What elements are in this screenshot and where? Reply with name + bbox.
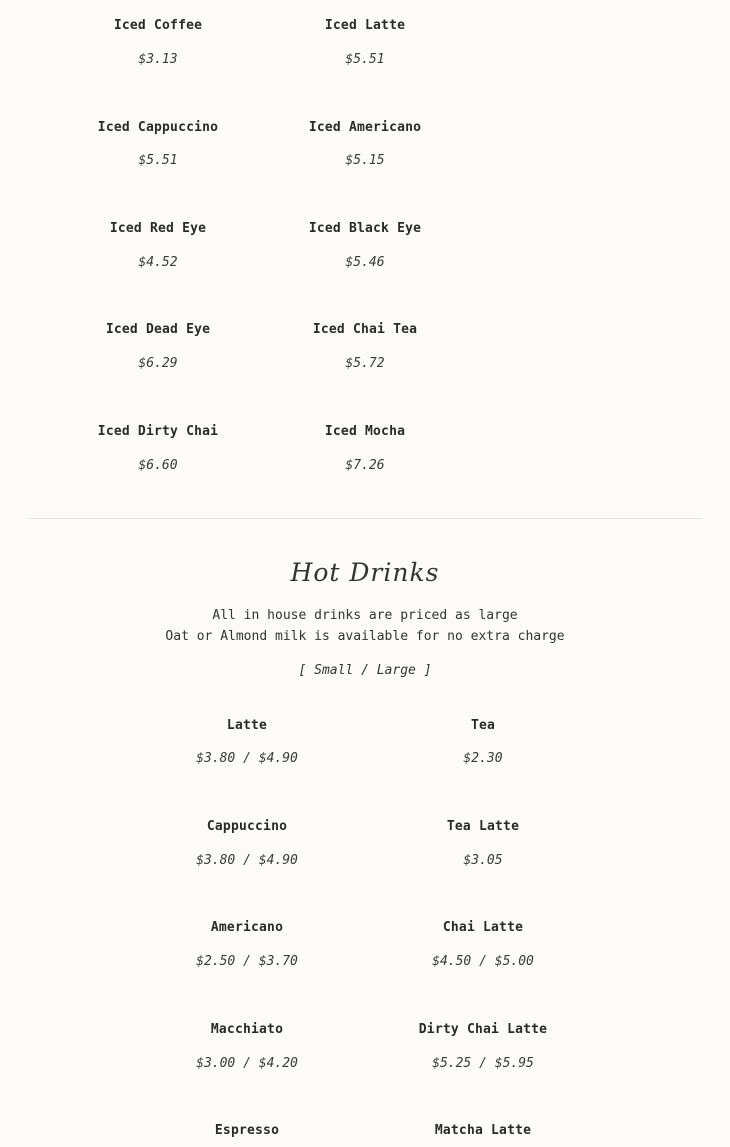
- menu-item-name: Latte: [226, 718, 268, 733]
- section-title: Hot Drinks: [290, 558, 440, 587]
- menu-item-name: Iced Dirty Chai: [97, 424, 219, 439]
- menu-item-name: Iced Red Eye: [109, 221, 207, 236]
- menu-item-name: Tea: [470, 718, 496, 733]
- menu-item-name: Iced Coffee: [113, 18, 203, 33]
- menu-item-price: $3.80 / $4.90: [196, 751, 298, 766]
- menu-item-price: $5.25 / $5.95: [432, 1056, 534, 1071]
- menu-item-price: $6.60: [138, 458, 178, 473]
- menu-item-price: $4.52: [138, 255, 178, 270]
- menu-item-price: $6.29: [138, 356, 178, 371]
- menu-item-name: Cappuccino: [206, 819, 288, 834]
- menu-item-name: Tea Latte: [446, 819, 520, 834]
- size-legend: [ Small / Large ]: [298, 663, 432, 678]
- menu-item-name: Matcha Latte: [434, 1123, 532, 1138]
- menu-item-name: Iced Mocha: [324, 424, 406, 439]
- menu-item-price: $3.05: [463, 853, 503, 868]
- menu-item-name: Dirty Chai Latte: [418, 1022, 548, 1037]
- menu-item-price: $7.26: [345, 458, 385, 473]
- pricing-note: All in house drinks are priced as large: [212, 608, 518, 623]
- milk-note: Oat or Almond milk is available for no extra charge: [165, 629, 565, 644]
- menu-item-price: $5.15: [345, 153, 385, 168]
- menu-item-name: Iced Black Eye: [308, 221, 422, 236]
- menu-item-price: $5.46: [345, 255, 385, 270]
- menu-item-price: $4.50 / $5.00: [432, 954, 534, 969]
- menu-item-price: $3.13: [138, 52, 178, 67]
- menu-item-name: Iced Chai Tea: [312, 322, 418, 337]
- menu-item-name: Iced Cappuccino: [97, 120, 219, 135]
- menu-item-name: Iced Americano: [308, 120, 422, 135]
- menu-item-price: $2.50 / $3.70: [196, 954, 298, 969]
- menu-item-price: $3.80 / $4.90: [196, 853, 298, 868]
- menu-item-price: $5.51: [345, 52, 385, 67]
- menu-item-name: Espresso: [214, 1123, 280, 1138]
- menu-item-price: $5.72: [345, 356, 385, 371]
- menu-item-name: Macchiato: [210, 1022, 284, 1037]
- section-divider: [28, 518, 702, 519]
- menu-item-name: Americano: [210, 920, 284, 935]
- menu-item-name: Iced Latte: [324, 18, 406, 33]
- menu-item-price: $5.51: [138, 153, 178, 168]
- menu-item-price: $2.30: [463, 751, 503, 766]
- menu-item-price: $3.00 / $4.20: [196, 1056, 298, 1071]
- menu-item-name: Iced Dead Eye: [105, 322, 211, 337]
- menu-item-name: Chai Latte: [442, 920, 524, 935]
